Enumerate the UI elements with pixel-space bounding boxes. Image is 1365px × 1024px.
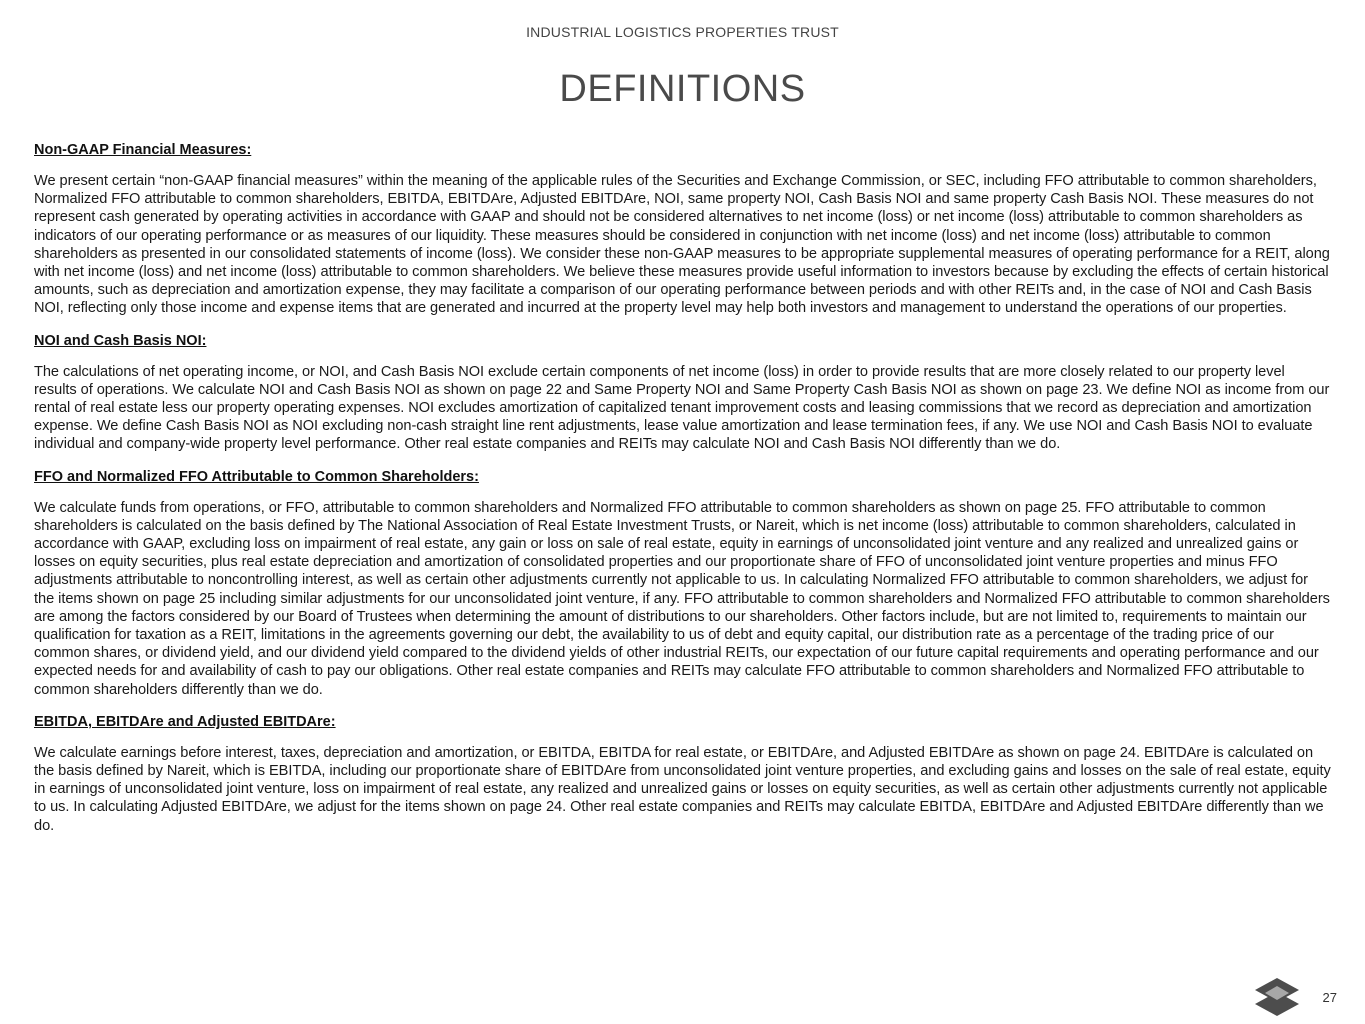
section-non-gaap [34,141,1331,318]
section-paragraph: We calculate funds from operations, or FFO, attributable to common shareholders and Normalized FFO attributable to common shareholders as shown on page 25. FFO attributable to common shareholders is calculated on the basis defined by The National Association of Real Estate Investment Trusts, or Nareit, which is net income (loss) attributable to common shareholders, calculated in accordance with GAAP, excluding loss on impairment of real estate, any gain or loss on sale of real estate, equity in earnings of unconsolidated joint venture and any realized and unrealized gains or losses on equity securities, plus real estate depreciation and amortization of consolidated properties and our proportionate share of FFO of unconsolidated joint venture properties and minus FFO adjustments attributable to noncontrolling interest, as well as certain other adjustments currently not applicable to us. In calculating Normalized FFO attributable to common shareholders, we adjust for the items shown on page 25 including similar adjustments for our unconsolidated joint venture, if any. FFO attributable to common shareholders and Normalized FFO attributable to common shareholders are among the factors considered by our Board of Trustees when determining the amount of distributions to our shareholders. Other factors include, but are not limited to, requirements to maintain our qualification for taxation as a REIT, limitations in the agreements governing our debt, the availability to us of debt and equity capital, our distribution rate as a percentage of the trading price of our common shares, or dividend yield, and our dividend yield compared to the dividend yields of other industrial REITs, our expectation of our future capital requirements and operating performance and our expected needs for and availability of cash to pay our obligations. Other real estate companies and REITs may calculate FFO attributable to common shareholders and Normalized FFO attributable to common shareholders differently than we do. [34,499,1330,698]
page-number: 27 [1322,990,1337,1005]
section-ebitda [34,713,1331,835]
section-heading: FFO and Normalized FFO Attributable to Common Shareholders: [34,468,479,485]
page-title: DEFINITIONS [559,68,806,110]
section-ffo [34,468,1331,699]
company-logo-icon [1255,978,1299,1016]
section-paragraph: We calculate earnings before interest, taxes, depreciation and amortization, or EBITDA, EBITDA for real estate, or EBITDAre, and Adjusted EBITDAre as shown on page 24. EBITDAre is calculated on the basis defined by Nareit, which is EBITDA, including our proportionate share of EBITDAre from unconsolidated joint venture properties, and excluding gains and losses on the sale of real estate, equity in earnings of unconsolidated joint venture, loss on impairment of real estate, any realized and unrealized gains or losses on equity securities, as well as certain other adjustments currently not applicable to us. In calculating Adjusted EBITDAre, we adjust for the items shown on page 24. Other real estate companies and REITs may calculate EBITDA, EBITDAre and Adjusted EBITDAre differently than we do. [34,744,1331,834]
section-paragraph: We present certain “non-GAAP financial measures” within the meaning of the applicable rules of the Securities and Exchange Commission, or SEC, including FFO attributable to common shareholders, Normalized FFO attributable to common shareholders, EBITDA, EBITDAre, Adjusted EBITDAre, NOI, same property NOI, Cash Basis NOI and same property Cash Basis NOI. These measures do not represent cash generated by operating activities in accordance with GAAP and should not be considered alternatives to net income (loss) or net income (loss) attributable to common shareholders as indicators of our operating performance or as measures of our liquidity. These measures should be considered in conjunction with net income (loss) and net income (loss) attributable to common shareholders as presented in our consolidated statements of income (loss). We consider these non-GAAP measures to be appropriate supplemental measures of operating performance for a REIT, along with net income (loss) and net income (loss) attributable to common shareholders. We believe these measures provide useful information to investors because by excluding the effects of certain historical amounts, such as depreciation and amortization expense, they may facilitate a comparison of our operating performance between periods and with other REITs and, in the case of NOI and Cash Basis NOI, reflecting only those income and expense items that are generated and incurred at the property level may help both investors and management to understand the operations of our properties. [34,173,1330,317]
section-heading: Non-GAAP Financial Measures: [34,142,252,158]
section-paragraph: The calculations of net operating income, or NOI, and Cash Basis NOI exclude certain components of net income (loss) in order to provide results that are more closely related to our property level results of operations. We calculate NOI and Cash Basis NOI as shown on page 22 and Same Property NOI and Same Property Cash Basis NOI as shown on page 23. We define NOI as income from our rental of real estate less our property operating expenses. NOI excludes amortization of capitalized tenant improvement costs and leasing commissions that we record as depreciation and amortization expense. We define Cash Basis NOI as NOI excluding non-cash straight line rent adjustments, lease value amortization and lease termination fees, if any. We use NOI and Cash Basis NOI to evaluate individual and company-wide property level performance. Other real estate companies and REITs may calculate NOI and Cash Basis NOI differently than we do. [34,363,1330,453]
company-name: INDUSTRIAL LOGISTICS PROPERTIES TRUST [526,24,839,40]
section-heading: EBITDA, EBITDAre and Adjusted EBITDAre: [34,713,336,730]
section-noi [34,332,1331,454]
section-heading: NOI and Cash Basis NOI: [34,332,207,349]
definitions-body [34,141,1331,849]
